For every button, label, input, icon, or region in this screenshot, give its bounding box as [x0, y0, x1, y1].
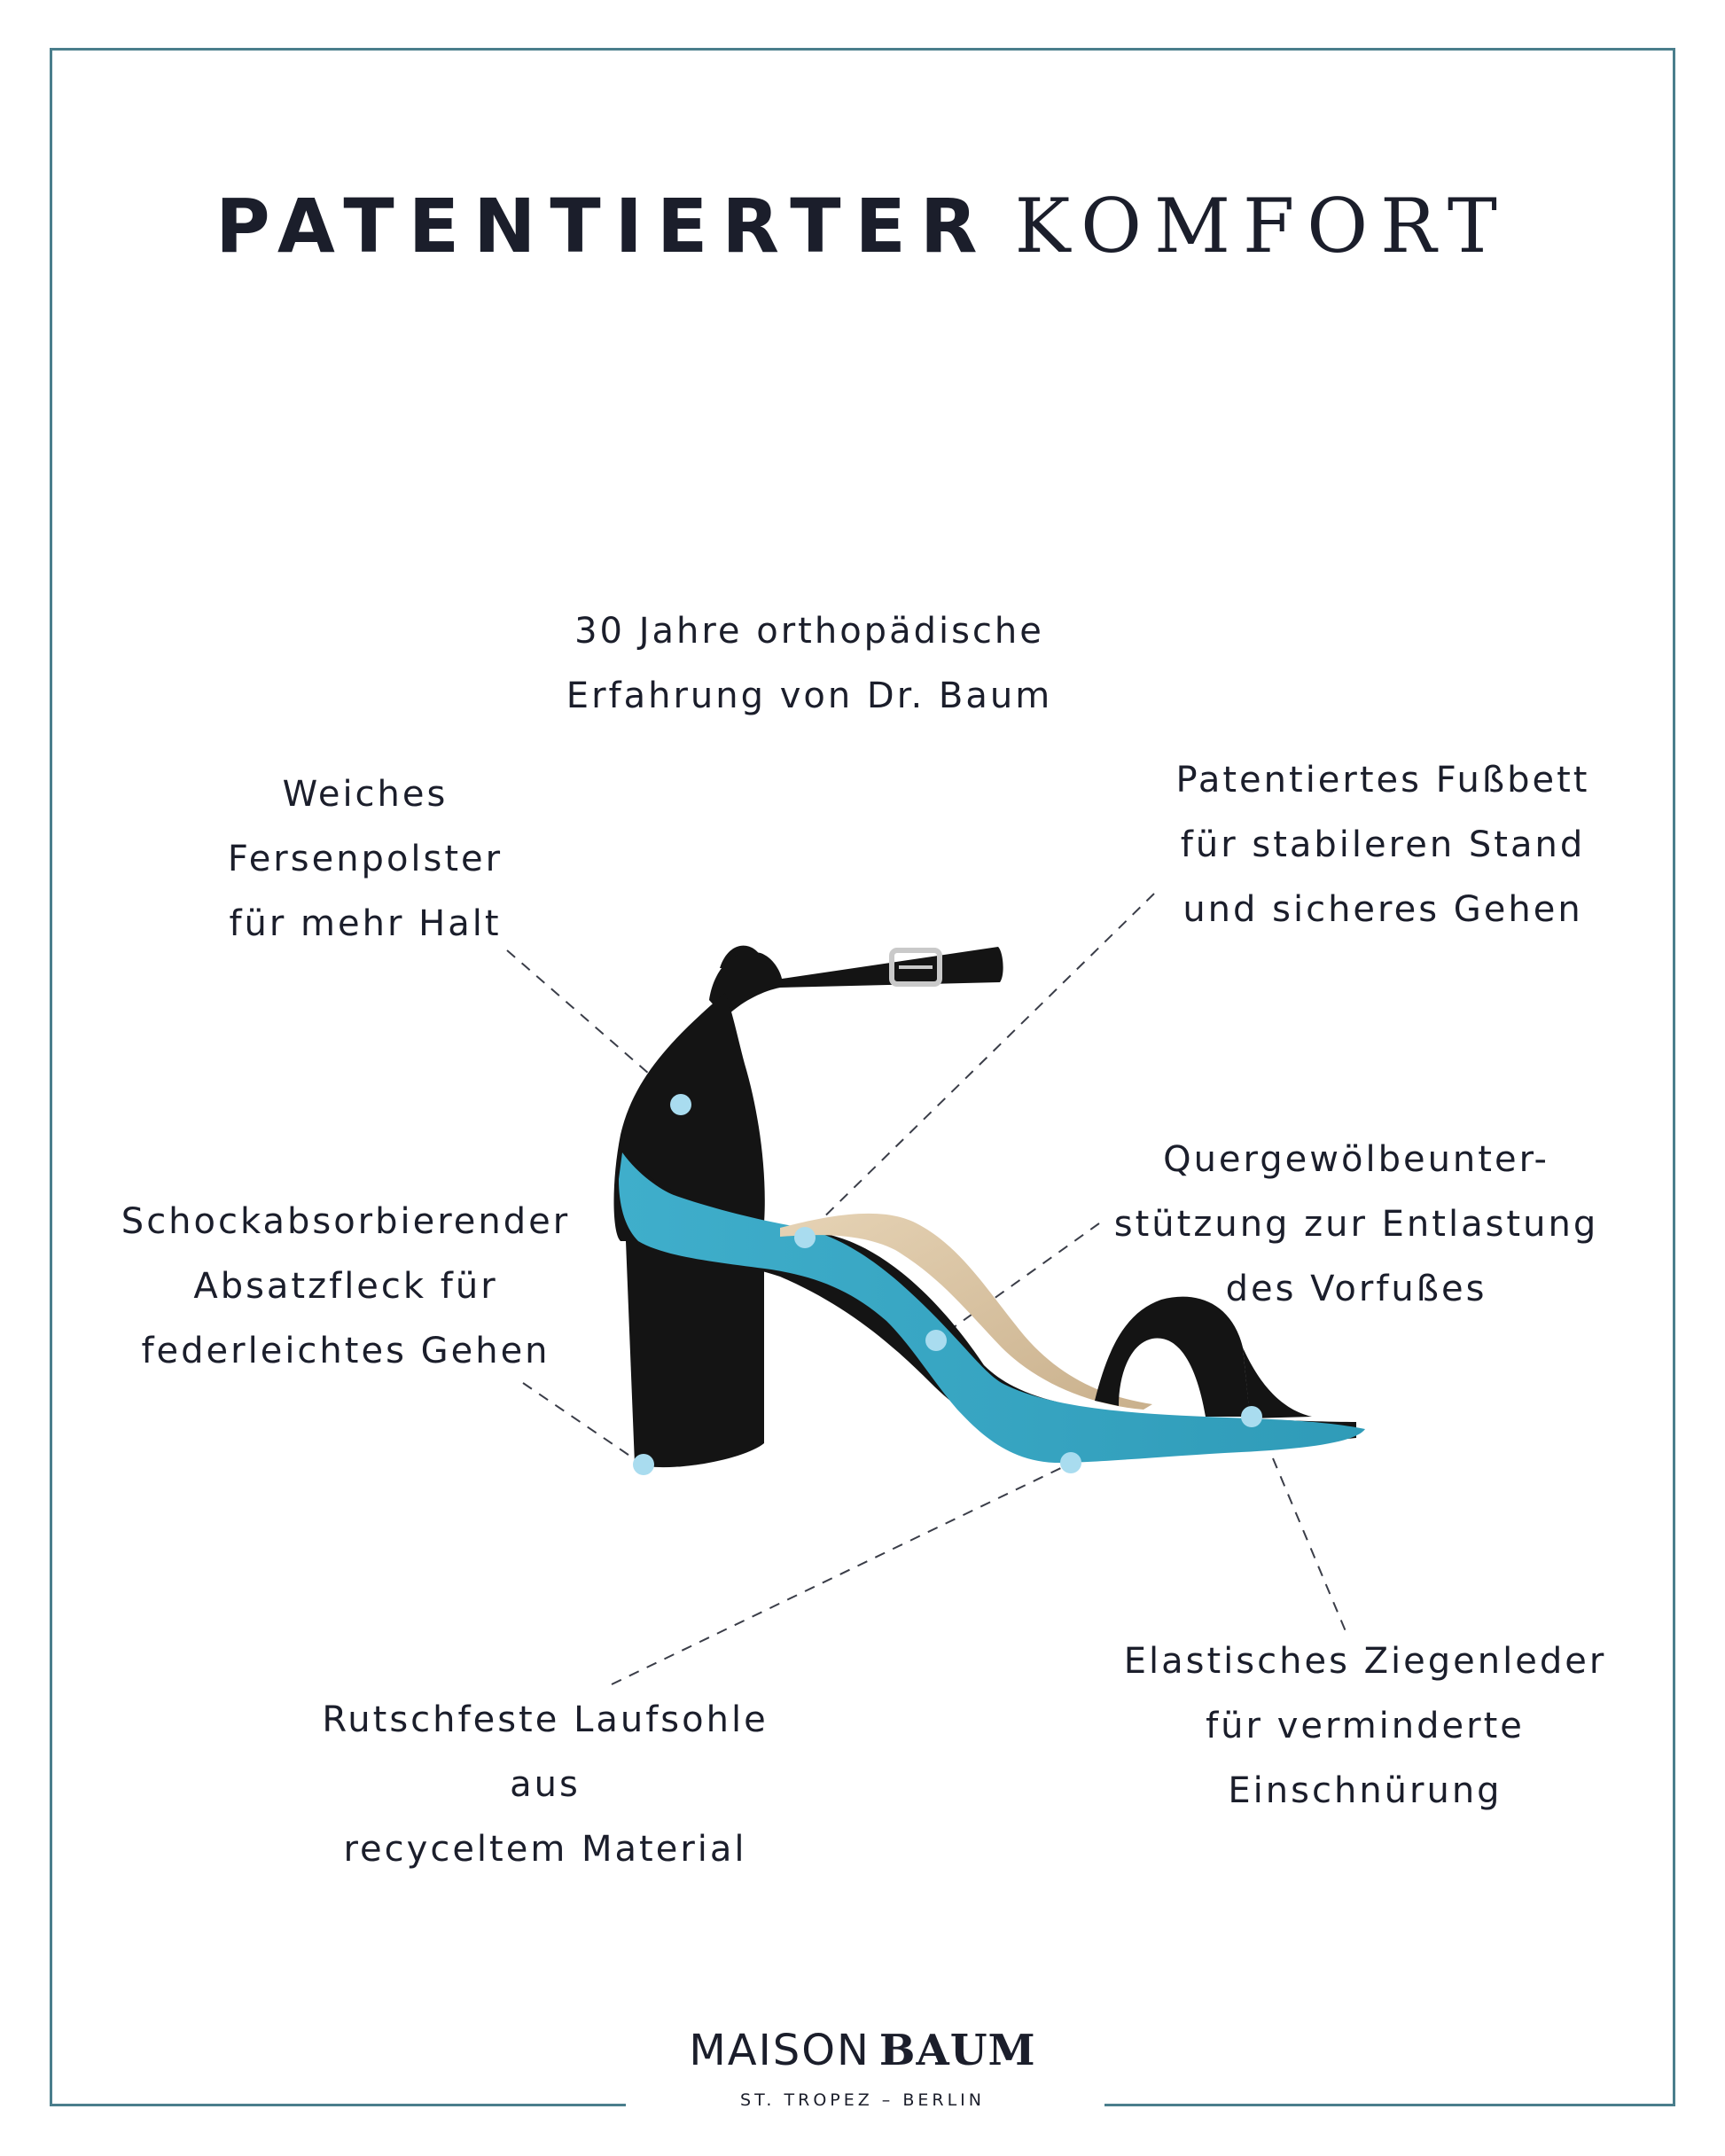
- title-light: KOMFORT: [1014, 183, 1510, 270]
- label-shock-line-2: Absatzfleck für: [193, 1266, 498, 1307]
- leader-shock: [523, 1383, 640, 1463]
- brand-logo: [0, 2026, 1725, 2075]
- brand-name-light: MAISON: [689, 2026, 870, 2075]
- label-arch-line-2: stützung zur Entlastung: [1113, 1204, 1599, 1245]
- label-outsole-line-2: aus: [510, 1764, 581, 1805]
- label-arch-line-1: Quergewölbeunter-: [1163, 1139, 1549, 1180]
- label-footbed-line-3: und sicheres Gehen: [1183, 889, 1583, 930]
- label-outsole: [293, 1688, 798, 1882]
- label-experience-line-1: 30 Jahre orthopädische: [574, 611, 1044, 652]
- title-strong: PATENTIERTER: [215, 183, 992, 270]
- label-footbed-line-1: Patentiertes Fußbett: [1175, 760, 1590, 801]
- label-leather: [1090, 1629, 1640, 1824]
- label-outsole-line-1: Rutschfeste Laufsohle: [322, 1699, 769, 1740]
- block-heel: [626, 1241, 764, 1467]
- dot-toe: [1241, 1406, 1262, 1427]
- label-leather-line-1: Elastisches Ziegenleder: [1123, 1641, 1607, 1682]
- label-heel-pad-line-1: Weiches: [282, 774, 449, 815]
- brand-name-bold: BAUM: [878, 2026, 1036, 2075]
- dot-outsole: [1060, 1452, 1081, 1473]
- label-arch-support: [1081, 1128, 1631, 1322]
- label-shock-line-3: federleichtes Gehen: [141, 1331, 550, 1371]
- label-experience-line-2: Erfahrung von Dr. Baum: [566, 676, 1053, 716]
- label-leather-line-3: Einschnürung: [1228, 1770, 1503, 1811]
- ankle-strap: [709, 946, 1003, 1018]
- label-heel-pad-line-2: Fersenpolster: [227, 839, 503, 879]
- label-heel-pad: [188, 762, 542, 957]
- label-shock-line-1: Schockabsorbierender: [121, 1201, 571, 1242]
- leader-outsole: [612, 1465, 1068, 1684]
- label-outsole-line-3: recyceltem Material: [343, 1829, 747, 1870]
- label-footbed-line-2: für stabileren Stand: [1180, 824, 1586, 865]
- dot-arch: [925, 1330, 947, 1351]
- label-heel-pad-line-3: für mehr Halt: [229, 903, 502, 944]
- label-arch-line-3: des Vorfußes: [1225, 1269, 1487, 1309]
- label-experience: [508, 599, 1111, 729]
- dot-heel-pad: [670, 1094, 691, 1115]
- leader-leather: [1273, 1458, 1346, 1631]
- dot-heel-tip: [633, 1454, 654, 1475]
- dot-footbed: [794, 1227, 816, 1248]
- label-leather-line-2: für verminderte: [1206, 1706, 1525, 1746]
- label-footbed: [1135, 748, 1631, 942]
- leader-heel-pad: [507, 950, 656, 1080]
- label-shock-absorbing: [98, 1190, 594, 1384]
- brand-tagline: ST. TROPEZ – BERLIN: [740, 2090, 985, 2110]
